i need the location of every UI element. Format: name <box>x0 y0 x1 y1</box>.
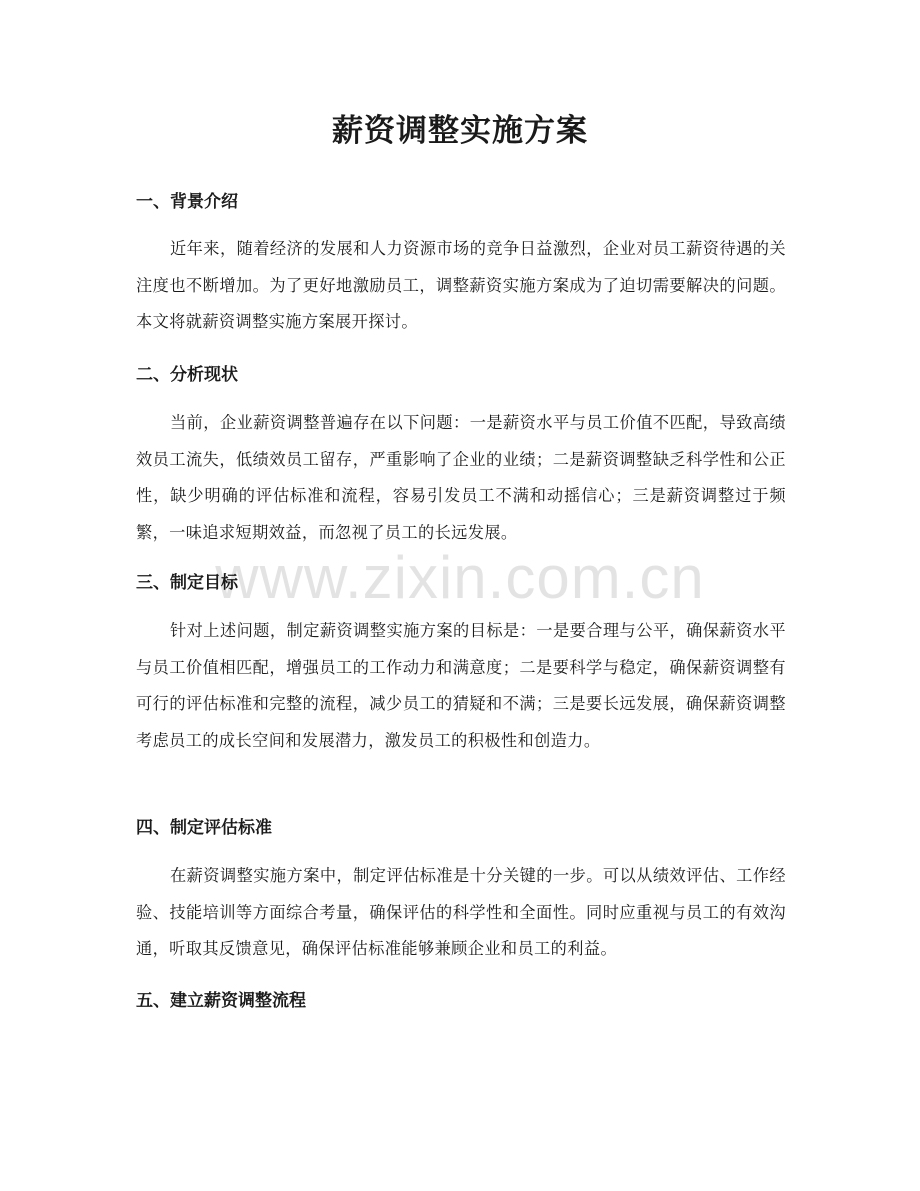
section-heading-adjustment-process: 五、建立薪资调整流程 <box>136 991 306 1011</box>
section-paragraph-goals: 针对上述问题，制定薪资调整实施方案的目标是：一是要合理与公平，确保薪资水平与员工价值相匹配，增强员工的工作动力和满意度；二是要科学与稳定，确保薪资调整有可行的评估标准和完整的流程，减少员工的猜疑和不满；三是要长远发展，确保薪资调整考虑员工的成长空间和发展潜力，激发员工的积极性和创造力。 <box>136 621 786 751</box>
document-title: 薪资调整实施方案 <box>332 113 588 149</box>
section-paragraph-background: 近年来，随着经济的发展和人力资源市场的竞争日益激烈，企业对员工薪资待遇的关注度也不断增加。为了更好地激励员工，调整薪资实施方案成为了迫切需要解决的问题。本文将就薪资调整实施方案展开探讨。 <box>136 239 786 332</box>
section-paragraph-evaluation-criteria: 在薪资调整实施方案中，制定评估标准是十分关键的一步。可以从绩效评估、工作经验、技能培训等方面综合考量，确保评估的科学性和全面性。同时应重视与员工的有效沟通，听取其反馈意见，确保评估标准能够兼顾企业和员工的利益。 <box>136 866 786 959</box>
section-heading-evaluation-criteria: 四、制定评估标准 <box>136 818 272 838</box>
section-paragraph-current-status: 当前，企业薪资调整普遍存在以下问题：一是薪资水平与员工价值不匹配，导致高绩效员工流失，低绩效员工留存，严重影响了企业的业绩；二是薪资调整缺乏科学性和公正性，缺少明确的评估标准和流程，容易引发员工不满和动摇信心；三是薪资调整过于频繁，一味追求短期效益，而忽视了员工的长远发展。 <box>136 413 786 543</box>
section-heading-goals: 三、制定目标 <box>136 573 238 593</box>
section-heading-current-status: 二、分析现状 <box>136 365 238 385</box>
watermark-text: www.zixin.com.cn <box>215 544 705 611</box>
section-heading-background: 一、背景介绍 <box>136 192 238 212</box>
